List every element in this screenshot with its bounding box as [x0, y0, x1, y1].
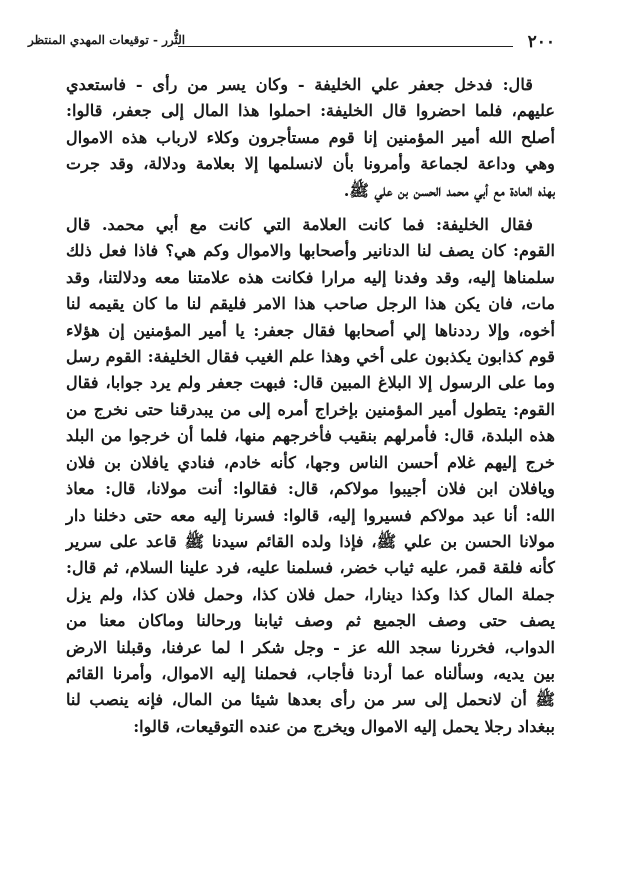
text-line: ويافلان ابن فلان أجيبوا مولاكم، قال: فقالوا: أنت مولانا، قال: معاذ — [66, 479, 555, 499]
text-line: مولانا الحسن بن علي ﷺ، فإذا ولده القائم سيدنا ﷺ قاعد على سرير — [66, 531, 555, 551]
text-line: القوم: يتطول أمير المؤمنين بإخراج أمره إلى من يبدرقنا حتى نخرج من — [66, 399, 555, 419]
text-line: قال: فدخل جعفر علي الخليفة - وكان يسر من رأى - فاستعدي — [66, 75, 533, 94]
paragraph — [66, 212, 555, 740]
paragraph — [66, 72, 555, 204]
page-number: ٢٠٠ — [527, 32, 555, 52]
running-title: الثُّرر - توقيعات المهدي المنتظر — [28, 33, 186, 47]
text-line: سلمناها إليه، وقد وفدنا إليه مرارا فكانت هذه علامتنا معه ودلالتنا، وقد — [66, 267, 555, 287]
text-line: جملة المال كذا وكذا دينارا، حمل فلان كذا، وحمل فلان كذا، ولم يزل — [66, 584, 555, 604]
text-line: بهذه العادة مع أبي محمد الحسن بن علي ﷺ. — [343, 180, 555, 200]
text-line: هذه البلدة، قال: فأمرلهم بنقيب فأخرجهم منها، فلما أن خرجوا من البلد — [66, 426, 555, 446]
text-line: ﷺ أن لانحمل إلى سر من رأى بعدها شيئا من المال، فإنه ينصب لنا — [66, 690, 555, 710]
text-line: عليهم، فلما احضروا قال الخليفة: احملوا هذا المال إلى جعفر، قالوا: — [66, 101, 555, 121]
page-header — [28, 30, 555, 56]
text-line: الدواب، فخررنا سجد الله عز - وجل شكر ا لما عرفنا، وقبلنا الارض — [66, 637, 555, 657]
text-line: الله: أنا عبد مولاكم فسيروا إليه، قالوا: فسرنا إليه معه حتى دخلنا دار — [66, 505, 555, 525]
text-line: أخوه، وإلا رددناها إلي أصحابها فقال جعفر: يا أمير المؤمنين إن هؤلاء — [66, 320, 555, 340]
header-rule — [178, 46, 513, 47]
text-line: وما على الرسول إلا البلاغ المبين قال: فبهت جعفر ولم يرد جوابا، فقال — [66, 373, 555, 393]
text-line: وهي وداعة لجماعة وأمرونا بأن لانسلمها إلا بعلامة ودلالة، وقد جرت — [66, 154, 555, 174]
text-line: قوم كذابون يكذبون على أخي وهذا علم الغيب فقال الخليفة: القوم رسل — [66, 347, 555, 367]
text-line: القوم: كان يصف لنا الدنانير وأصحابها والاموال وكم هي؟ فاذا فعل ذلك — [66, 241, 555, 261]
text-line: فقال الخليفة: فما كانت العلامة التي كانت مع أبي محمد. قال — [66, 215, 533, 235]
text-line: بين يديه، وسألناه عما أردنا فأجاب، فحملنا إليه الاموال، وأمرنا القائم — [66, 663, 555, 683]
text-line: ببغداد رجلا يحمل إليه الاموال ويخرج من عنده التوقيعات، قالوا: — [133, 716, 555, 736]
text-line: كأنه فلقة قمر، عليه ثياب خضر، فسلمنا عليه، فرد علينا السلام، ثم قال: — [66, 558, 555, 578]
page-body — [66, 72, 555, 740]
text-line: يصف حتى وصف الجميع ثم وصف ثيابنا ورحالنا وماكان معنا من — [66, 611, 555, 631]
text-line: خرج إليهم غلام أحسن الناس وجها، كأنه خادم، فنادي يافلان بن فلان — [66, 452, 555, 472]
text-line: أصلح الله أمير المؤمنين إنا قوم مستأجرون وكلاء لارباب هذه الاموال — [66, 127, 555, 147]
text-line: مات، فان يكن هذا الرجل صاحب هذا الامر فليقم لنا ما كان يقيمه لنا — [66, 294, 555, 314]
